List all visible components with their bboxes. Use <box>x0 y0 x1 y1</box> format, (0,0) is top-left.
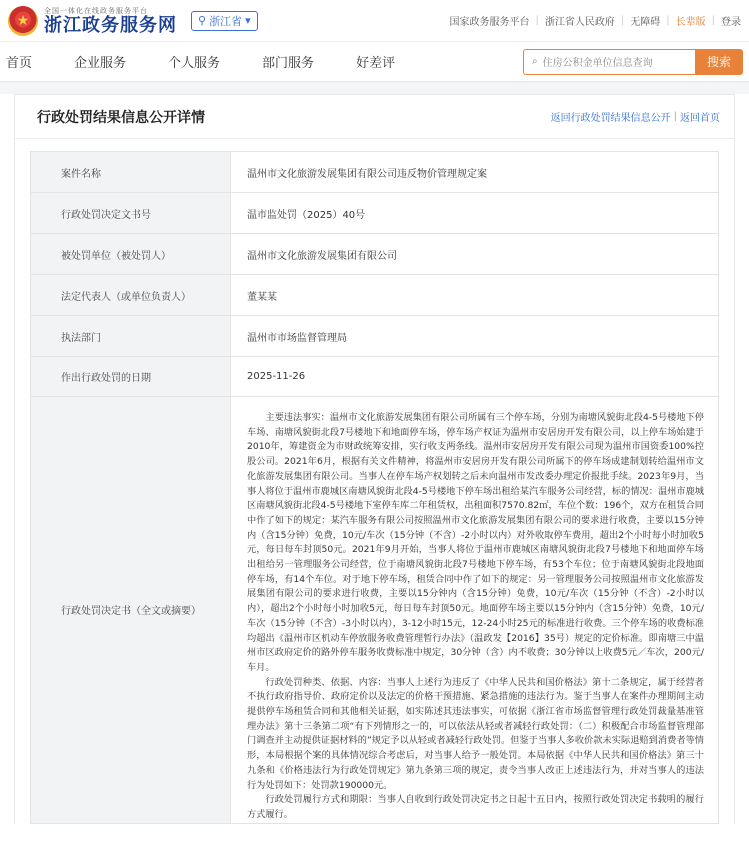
field-label: 行政处罚决定文书号 <box>31 193 231 234</box>
search-bar <box>523 49 743 75</box>
link-login[interactable]: 登录 <box>721 17 741 28</box>
field-value: 2025-11-26 <box>231 357 719 397</box>
search-icon: ⌕ <box>532 56 538 67</box>
nav-item-personal[interactable]: 个人服务 <box>168 56 221 71</box>
table-row <box>31 275 719 316</box>
field-value: 温州市文化旅游发展集团有限公司违反物价管理规定案 <box>231 152 719 193</box>
logo-title: 浙江政务服务网 <box>44 14 177 36</box>
field-label: 作出行政处罚的日期 <box>31 357 231 397</box>
field-label: 执法部门 <box>31 316 231 357</box>
field-value: 温州市市场监督管理局 <box>231 316 719 357</box>
region-selector[interactable] <box>191 11 258 31</box>
table-row <box>31 357 719 397</box>
panel-header: 行政处罚结果信息公开详情 返回行政处罚结果信息公开 | 返回首页 <box>15 95 734 139</box>
field-value: 温市监处罚（2025）40号 <box>231 193 719 234</box>
decision-paragraph: 行政处罚履行方式和期限：当事人自收到行政处罚决定书之日起十五日内，按照行政处罚决定书载明的履行方式履行。 <box>247 794 704 820</box>
back-to-list-link[interactable]: 返回行政处罚结果信息公开 <box>550 113 671 124</box>
field-label: 案件名称 <box>31 152 231 193</box>
detail-panel <box>14 94 735 824</box>
field-label: 法定代表人（或单位负责人） <box>31 275 231 316</box>
decision-paragraph: 行政处罚种类、依据、内容：当事人上述行为违反了《中华人民共和国价格法》第十二条规定，属于经营者不执行政府指导价、政府定价以及法定的价格干预措施、紧急措施的违法行为。鉴于当事人在案件办理期间主动提供停车场租赁合同和其他相关证据，如实陈述其违法事实，可依据《浙江省市场监督管理行政处罚裁量基准管理办法》第十三条第二项“有下列情形之一的，可以依法从轻或者减轻行政处罚：（二）积极配合市场监督管理部门调查并主动提供证据材料的”规定予以从轻或者减轻行政处罚。但鉴于当事人多收价款未实际退赔到消费者等情形，本局根据个案的具体情况综合考虑后，对当事人给予一般处罚。本局依据《中华人民共和国价格法》第三十九条和《价格违法行为行政处罚规定》第九条第三项的规定，责令当事人改正上述违法行为，并对当事人的违法行为处罚如下：处罚款190000元。 <box>247 676 704 791</box>
field-value: 温州市文化旅游发展集团有限公司 <box>231 234 719 275</box>
page-title: 行政处罚结果信息公开详情 <box>37 109 205 126</box>
table-row <box>31 234 719 275</box>
link-elder-mode[interactable]: 长辈版 <box>675 17 706 28</box>
back-to-home-link[interactable]: 返回首页 <box>680 113 720 124</box>
nav-item-feedback[interactable]: 好差评 <box>356 56 396 71</box>
field-value: 董某某 <box>231 275 719 316</box>
link-provincial-government[interactable]: 浙江省人民政府 <box>544 17 615 28</box>
nav-item-home[interactable]: 首页 <box>6 56 33 71</box>
table-row <box>31 152 719 193</box>
national-emblem-icon: ★ <box>8 6 38 36</box>
field-label: 行政处罚决定书（全文或摘要） <box>31 397 231 824</box>
region-label: 浙江省 <box>209 14 243 28</box>
search-placeholder: 住房公积金单位信息查询 <box>542 58 653 69</box>
main-nav <box>0 42 749 82</box>
nav-item-enterprise[interactable]: 企业服务 <box>74 56 127 71</box>
table-row <box>31 316 719 357</box>
top-bar <box>0 0 749 42</box>
logo-subtitle: 全国一体化在线政务服务平台 <box>44 6 148 15</box>
link-accessibility[interactable]: 无障碍 <box>630 17 661 28</box>
spacer <box>0 82 749 94</box>
link-national-platform[interactable]: 国家政务服务平台 <box>449 17 530 28</box>
table-row <box>31 193 719 234</box>
location-pin-icon: ⚲ <box>198 14 207 27</box>
search-input[interactable] <box>523 49 695 75</box>
site-logo[interactable] <box>8 6 177 36</box>
search-button[interactable]: 搜索 <box>695 49 743 75</box>
detail-table <box>30 151 719 824</box>
nav-item-department[interactable]: 部门服务 <box>262 56 315 71</box>
top-links: 国家政务服务平台 | 浙江省人民政府 | 无障碍 | 长辈版 | 登录 <box>449 15 741 28</box>
chevron-down-icon: ▾ <box>245 14 251 27</box>
table-row-decision <box>31 397 719 824</box>
decision-text <box>231 397 719 824</box>
field-label: 被处罚单位（被处罚人） <box>31 234 231 275</box>
decision-paragraph: 主要违法事实：温州市文化旅游发展集团有限公司所属有三个停车场，分别为南塘风貌街北段4-5号楼地下停车场、南塘风貌街北段7号楼地下和地面停车场，停车场产权证为温州市安居房开发有限公司，以上停车场始建于2010年，筹建资金为市财政统筹安排，实行收支两条线。温州市安居房开发有限公司现为温州市国资委100%控股公司。2021年6月，根据有关文件精神，将温州市安居房开发有限公司所属下的停车场成建制划转给温州市文化旅游发展集团有限公司。当事人在停车场产权划转之后未向温州市发改委办理定价报批手续。2023年9月，当事人将位于温州市鹿城区南塘风貌街北段4-5号楼地下停车场出租给某汽车服务公司经营，标的情况：温州市鹿城区南塘风貌街北段4-5号楼地下室停车库二年租赁权，出租面积7570.82㎡，车位个数：196个，双方在租赁合同中作了如下的规定：某汽车服务有限公司按照温州市文化旅游发展集团有限公司的要求进行收费，主要以15分钟内（含15分钟）免费，10元/车次（15分钟（不含）-2小时以内）对外收取停车费用，超出2个小时每小时加收5元，每日每车封顶50元。2021年9月开始，当事人将位于温州市鹿城区南塘风貌街北段7号楼地下和地面停车场出租给另一管理服务公司经营，位于南塘风貌街北段7号楼地下停车场，有53个车位；位于南塘风貌街北段地面停车场，有14个车位。对于地下停车场，租赁合同中作了如下的规定：另一管理服务公司按照温州市文化旅游发展集团有限公司的要求进行收费，主要以15分钟内（含15分钟）免费，10元/车次（15分钟（不含）-2小时以内），超出2个小时每小时加收5元，每日每车封顶50元。地面停车场主要以15分钟内（含15分钟）免费，10元/车次（15分钟（不含）-3小时以内），3-12小时15元，12-24小时25元的标准进行收费。三个停车场的收费标准均超出《温州市区机动车停放服务收费管理暂行办法》（温政发【2016】35号）规定的定价标准。即南塘三中温州市区政府定价的路外停车服务收费标准中规定，30分钟（含）内不收费；30分钟以上收费5元／车次，200元/车月。 <box>247 412 704 673</box>
